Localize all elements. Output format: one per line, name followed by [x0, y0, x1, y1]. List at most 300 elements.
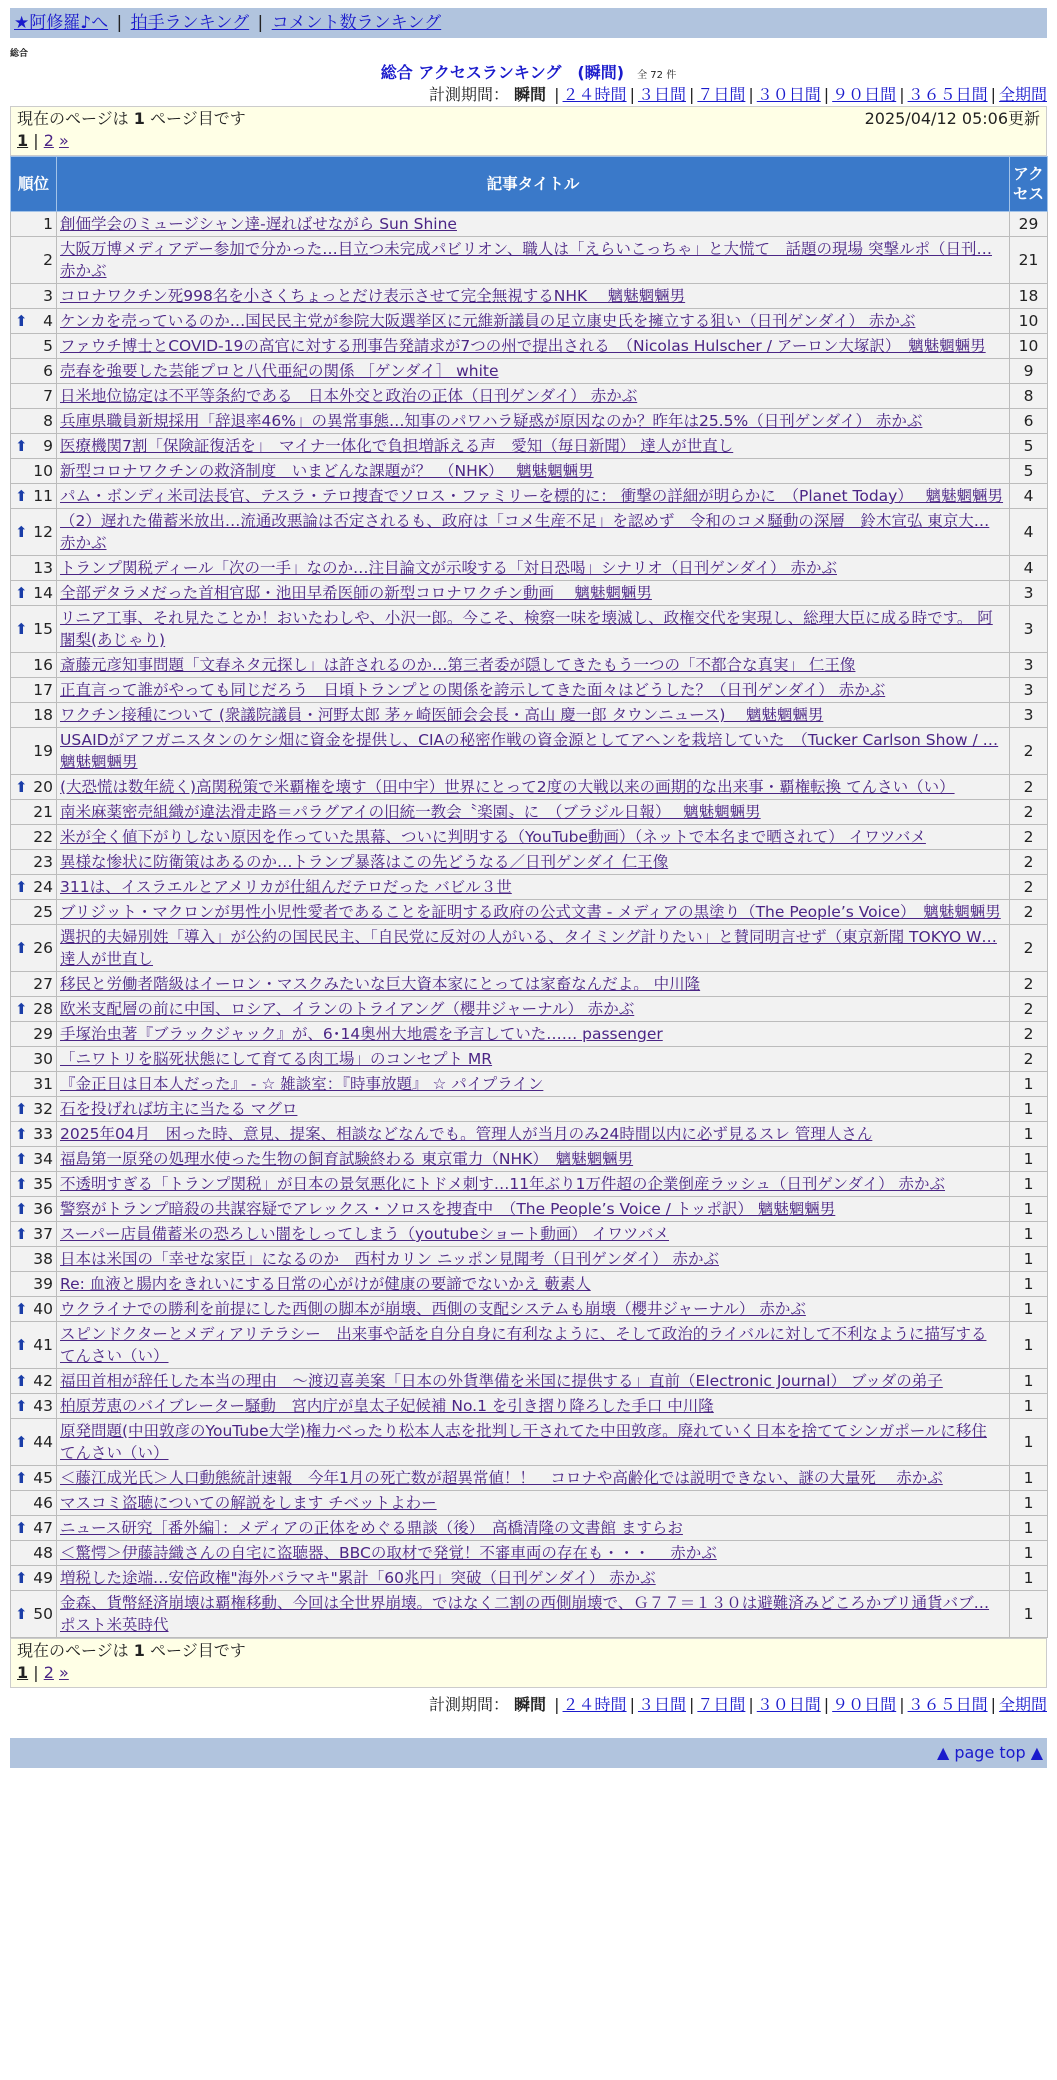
- rank-number: 16: [33, 656, 53, 674]
- access-count: 1: [1010, 1122, 1048, 1147]
- rank-cell: [11, 1122, 57, 1147]
- column-access: アクセス: [1010, 157, 1048, 212]
- pager: [17, 130, 1040, 152]
- table-row: [11, 284, 1048, 309]
- period-link-6[interactable]: 全期間: [998, 85, 1047, 104]
- title-cell: [57, 678, 1010, 703]
- separator: |: [823, 85, 830, 104]
- rank-number: 30: [33, 1050, 53, 1068]
- article-link[interactable]: 創価学会のミュージシャン達‐遅ればせながら Sun Shine: [60, 215, 457, 233]
- rank-cell: [11, 678, 57, 703]
- title-cell: [57, 1466, 1010, 1491]
- article-link[interactable]: 新型コロナワクチンの救済制度 いまどんな課題が？ （NHK） 魑魅魍魎男: [60, 462, 594, 480]
- rank-number: 7: [43, 387, 53, 405]
- page-status-box: [10, 106, 1047, 156]
- rank-number: 20: [33, 778, 53, 796]
- table-row: [11, 972, 1048, 997]
- arrow-up-icon: ⬆: [15, 584, 28, 602]
- rank-cell: [11, 825, 57, 850]
- title-cell: [57, 972, 1010, 997]
- article-link[interactable]: (大恐慌は数年続く)高関税策で米覇権を壊す（田中宇）世界にとって2度の大戦以来の画期的な出来事・覇権転換 てんさい（い）: [60, 778, 955, 796]
- title-cell: [57, 334, 1010, 359]
- arrow-up-icon: ⬆: [15, 939, 28, 957]
- column-rank: 順位: [11, 157, 57, 212]
- period-link-3[interactable]: ３０日間: [756, 1695, 821, 1714]
- rank-number: 32: [33, 1100, 53, 1118]
- period-items: [551, 1695, 1047, 1714]
- access-count: 1: [1010, 1247, 1048, 1272]
- total-count: 全 72 件: [637, 70, 677, 81]
- access-count: 3: [1010, 653, 1048, 678]
- article-link[interactable]: ファウチ博士とCOVID-19の高官に対する刑事告発請求が7つの州で提出される （Nicolas Hulscher / アーロン大塚訳） 魑魅魍魎男: [60, 337, 986, 355]
- rank-number: 13: [33, 559, 53, 577]
- article-link[interactable]: 不透明すぎる「トランプ関税」が日本の景気悪化にトドメ刺す…11年ぶり1万件超の企業倒産ラッシュ（日刊ゲンダイ） 赤かぶ: [60, 1175, 946, 1193]
- title-cell: [57, 409, 1010, 434]
- table-row: [11, 1297, 1048, 1322]
- separator: |: [990, 1695, 996, 1714]
- title-cell: [57, 1394, 1010, 1419]
- title-cell: [57, 1419, 1010, 1466]
- pager-page-2[interactable]: 2: [43, 1663, 54, 1682]
- rank-number: 19: [33, 742, 53, 760]
- table-row: [11, 484, 1048, 509]
- article-link[interactable]: ニュース研究［番外編］：メディアの正体をめぐる鼎談（後） 高橋清隆の文書館 ますらお: [60, 1519, 683, 1537]
- access-count: 1: [1010, 1516, 1048, 1541]
- title-cell: [57, 925, 1010, 972]
- title-cell: [57, 509, 1010, 556]
- arrow-up-icon: ⬆: [15, 487, 28, 505]
- table-row: [11, 581, 1048, 606]
- article-link[interactable]: （2）遅れた備蓄米放出…流通改悪論は否定されるも、政府は「コメ生産不足」を認めず 令和のコメ騒動の深層 鈴木宣弘 東京大… 赤かぶ: [60, 512, 990, 552]
- period-label: 計測期間：: [428, 1695, 509, 1714]
- page-status-box-bottom: [10, 1638, 1047, 1688]
- page-suffix: ページ目です: [144, 1641, 246, 1660]
- article-link[interactable]: 2025年04月 困った時、意見、提案、相談などなんでも。管理人が当月のみ24時間以内に必ず見るスレ 管理人さん: [60, 1125, 873, 1143]
- article-link[interactable]: 正直言って誰がやっても同じだろう 日頃トランプとの関係を誇示してきた面々はどうした？（日刊ゲンダイ） 赤かぶ: [60, 681, 886, 699]
- article-link[interactable]: パム・ボンディ米司法長官、テスラ・テロ捜査でソロス・ファミリーを標的に： 衝撃の詳細が明らかに （Planet Today） 魑魅魍魎男: [60, 487, 1004, 505]
- rank-number: 40: [33, 1300, 53, 1318]
- access-count: 21: [1010, 237, 1048, 284]
- rank-number: 42: [33, 1372, 53, 1390]
- separator: |: [748, 85, 754, 104]
- period-link-5[interactable]: ３６５日間: [907, 85, 988, 104]
- period-link-1[interactable]: ３日間: [637, 85, 686, 104]
- rank-number: 38: [33, 1250, 53, 1268]
- period-current: 瞬間: [514, 85, 547, 104]
- access-count: 1: [1010, 1072, 1048, 1097]
- table-row: [11, 384, 1048, 409]
- table-row: [11, 900, 1048, 925]
- rank-number: 37: [33, 1225, 53, 1243]
- arrow-up-icon: ⬆: [15, 1372, 28, 1390]
- rank-cell: [11, 1022, 57, 1047]
- title-cell: [57, 284, 1010, 309]
- rank-cell: [11, 850, 57, 875]
- article-link[interactable]: 『金正日は日本人だった』 - ☆ 雑談室：『時事放題』 ☆ パイプライン: [60, 1075, 544, 1093]
- separator: |: [688, 1695, 695, 1714]
- article-link[interactable]: ＜驚愕＞伊藤詩織さんの自宅に盗聴器、BBCの取材で発覚！不審車両の存在も・・・ 赤かぶ: [60, 1544, 717, 1562]
- article-link[interactable]: 大阪万博メディアデー参加で分かった…目立つ未完成パビリオン、職人は「えらいこっちゃ」と大慌て 話題の現場 突撃ルポ（日刊… 赤かぶ: [60, 240, 992, 280]
- article-link[interactable]: 増税した途端…安倍政権"海外バラマキ"累計「60兆円」突破（日刊ゲンダイ） 赤かぶ: [60, 1569, 656, 1587]
- article-link[interactable]: 311は、イスラエルとアメリカが仕組んだテロだった バビル３世: [60, 878, 512, 896]
- table-row: [11, 1541, 1048, 1566]
- rank-cell: [11, 1097, 57, 1122]
- rank-cell: [11, 1147, 57, 1172]
- table-row: [11, 459, 1048, 484]
- period-selector: [10, 84, 1047, 106]
- rank-cell: [11, 972, 57, 997]
- access-count: 1: [1010, 1322, 1048, 1369]
- period-link-0[interactable]: ２４時間: [562, 85, 627, 104]
- table-row: [11, 1147, 1048, 1172]
- rank-number: 14: [33, 584, 53, 602]
- separator: |: [554, 85, 560, 104]
- table-row: [11, 925, 1048, 972]
- article-link[interactable]: 斎藤元彦知事問題「文春ネタ元探し」は許されるのか…第三者委が隠してきたもう一つの「不都合な真実」 仁王像: [60, 656, 856, 674]
- period-link-3[interactable]: ３０日間: [756, 85, 821, 104]
- separator: |: [990, 85, 996, 104]
- access-count: 1: [1010, 1541, 1048, 1566]
- article-link[interactable]: 福田首相が辞任した本当の理由 ～渡辺喜美案「日本の外貨準備を米国に提供する」直前（Electronic Journal） ブッダの弟子: [60, 1372, 943, 1390]
- title-cell: [57, 434, 1010, 459]
- rank-cell: [11, 384, 57, 409]
- rank-number: 31: [33, 1075, 53, 1093]
- title-cell: [57, 359, 1010, 384]
- title-cell: [57, 1566, 1010, 1591]
- article-link[interactable]: ブリジット・マクロンが男性小児性愛者であることを証明する政府の公式文書 - メディアの黒塗り（The People’s Voice） 魑魅魍魎男: [60, 903, 1001, 921]
- rank-number: 27: [33, 975, 53, 993]
- access-count: 3: [1010, 678, 1048, 703]
- rank-cell: [11, 1491, 57, 1516]
- rank-number: 21: [33, 803, 53, 821]
- article-link[interactable]: ウクライナでの勝利を前提にした西側の脚本が崩壊、西側の支配システムも崩壊（櫻井ジャーナル） 赤かぶ: [60, 1300, 806, 1318]
- arrow-up-icon: ⬆: [15, 620, 28, 638]
- article-link[interactable]: 全部デタラメだった首相官邸・池田早希医師の新型コロナワクチン動画 魑魅魍魎男: [60, 584, 652, 602]
- table-row: [11, 434, 1048, 459]
- access-count: 2: [1010, 925, 1048, 972]
- article-link[interactable]: 医療機関7割「保険証復活を」 マイナ一体化で負担増訴える声 愛知（毎日新聞） 達人が世直し: [60, 437, 734, 455]
- table-row: [11, 1491, 1048, 1516]
- rank-number: 45: [33, 1469, 53, 1487]
- article-link[interactable]: USAIDがアフガニスタンのケシ畑に資金を提供し、CIAの秘密作戦の資金源としてアヘンを栽培していた （Tucker Carlson Show / … 魑魅魍魎男: [60, 731, 999, 771]
- table-row: [11, 1419, 1048, 1466]
- access-count: 2: [1010, 972, 1048, 997]
- table-row: [11, 359, 1048, 384]
- title-cell: [57, 581, 1010, 606]
- pager-separator: |: [33, 1663, 39, 1682]
- access-count: 2: [1010, 1022, 1048, 1047]
- table-row: [11, 1566, 1048, 1591]
- title-cell: [57, 1022, 1010, 1047]
- separator: |: [688, 85, 695, 104]
- rank-number: 35: [33, 1175, 53, 1193]
- article-link[interactable]: 石を投げれば坊主に当たる マグロ: [60, 1100, 298, 1118]
- rank-cell: [11, 284, 57, 309]
- rank-number: 17: [33, 681, 53, 699]
- rank-cell: [11, 581, 57, 606]
- access-count: 1: [1010, 1466, 1048, 1491]
- access-count: 2: [1010, 875, 1048, 900]
- access-count: 4: [1010, 484, 1048, 509]
- rank-number: 41: [33, 1336, 53, 1354]
- article-link[interactable]: ケンカを売っているのか…国民民主党が参院大阪選挙区に元維新議員の足立康史氏を擁立する狙い（日刊ゲンダイ） 赤かぶ: [60, 312, 916, 330]
- article-link[interactable]: 金森、貨幣経済崩壊は覇権移動、今回は全世界崩壊。ではなく二割の西側崩壊で、Ｇ７７＝１３０は避難済みどころかブリ通貨バブ… ポスト米英時代: [60, 1594, 990, 1634]
- table-row: [11, 800, 1048, 825]
- period-items: [551, 85, 1047, 104]
- access-count: 1: [1010, 1369, 1048, 1394]
- rank-cell: [11, 875, 57, 900]
- rank-number: 46: [33, 1494, 53, 1512]
- rank-number: 33: [33, 1125, 53, 1143]
- rank-cell: [11, 1272, 57, 1297]
- access-count: 2: [1010, 997, 1048, 1022]
- rank-number: 36: [33, 1200, 53, 1218]
- access-count: 2: [1010, 800, 1048, 825]
- rank-cell: [11, 775, 57, 800]
- article-link[interactable]: 米が全く値下がりしない原因を作っていた黒幕、ついに判明する（YouTube動画）（ネットで本名まで晒されて） イワツバメ: [60, 828, 926, 846]
- article-link[interactable]: 原発問題(中田敦彦のYouTube大学)権力べったり松本人志を批判し干されてた中田敦彦。廃れていく日本を捨ててシンガポールに移住 てんさい（い）: [60, 1422, 987, 1462]
- rank-cell: [11, 1322, 57, 1369]
- access-count: 1: [1010, 1419, 1048, 1466]
- title-cell: [57, 1047, 1010, 1072]
- rank-cell: [11, 237, 57, 284]
- rank-number: 29: [33, 1025, 53, 1043]
- table-row: [11, 1369, 1048, 1394]
- separator: |: [116, 13, 123, 33]
- article-link[interactable]: 日米地位協定は不平等条約である 日本外交と政治の正体（日刊ゲンダイ） 赤かぶ: [60, 387, 638, 405]
- title-cell: [57, 1541, 1010, 1566]
- comment-ranking-link[interactable]: コメント数ランキング: [271, 13, 442, 33]
- updated-time: 2025/04/12 05:06更新: [864, 109, 1040, 128]
- access-count: 1: [1010, 1097, 1048, 1122]
- article-link[interactable]: 柏原芳恵のバイブレーター騒動 宮内庁が皇太子妃候補 No.1 を引き摺り降ろした手口 中川隆: [60, 1397, 714, 1415]
- title-cell: [57, 1297, 1010, 1322]
- rank-number: 49: [33, 1569, 53, 1587]
- arrow-up-icon: ⬆: [15, 437, 28, 455]
- article-link[interactable]: ワクチン接種について (衆議院議員・河野太郎 茅ヶ崎医師会会長・高山 慶一郎 タウンニュース) 魑魅魍魎男: [60, 706, 824, 724]
- title-cell: [57, 1591, 1010, 1638]
- arrow-up-icon: ⬆: [15, 1150, 28, 1168]
- table-row: [11, 509, 1048, 556]
- period-link-6[interactable]: 全期間: [998, 1695, 1047, 1714]
- article-link[interactable]: 警察がトランプ暗殺の共謀容疑でアレックス・ソロスを捜査中 （The People’s Voice / トッポ訳） 魑魅魍魎男: [60, 1200, 836, 1218]
- rank-cell: [11, 1072, 57, 1097]
- access-count: 1: [1010, 1566, 1048, 1591]
- page-number: 1: [133, 1641, 145, 1660]
- period-link-2[interactable]: ７日間: [697, 85, 746, 104]
- article-link[interactable]: コロナワクチン死998名を小さくちょっとだけ表示させて完全無視するNHK 魑魅魍魎男: [60, 287, 686, 305]
- pager-bottom: [17, 1662, 1040, 1684]
- rank-number: 25: [33, 903, 53, 921]
- rank-cell: [11, 409, 57, 434]
- article-link[interactable]: マスコミ盗聴についての解説をします チベットよわー: [60, 1494, 437, 1512]
- title-cell: [57, 384, 1010, 409]
- separator: |: [899, 1695, 905, 1714]
- title-cell: [57, 775, 1010, 800]
- rank-cell: [11, 1394, 57, 1419]
- pager-page-2[interactable]: 2: [43, 131, 54, 150]
- arrow-up-icon: ⬆: [15, 1225, 28, 1243]
- separator: |: [899, 85, 905, 104]
- arrow-up-icon: ⬆: [15, 523, 28, 541]
- rank-number: 50: [33, 1605, 53, 1623]
- article-link[interactable]: リニア工事、それ見たことか！おいたわしや、小沢一郎。今こそ、検察一味を壊滅し、政権交代を実現し、総理大臣に成る時です。 阿闍梨(あじゃり): [60, 609, 993, 649]
- rank-cell: [11, 1172, 57, 1197]
- article-link[interactable]: 売春を強要した芸能プロと八代亜紀の関係 ［ゲンダイ］ white: [60, 362, 499, 380]
- title-cell: [57, 606, 1010, 653]
- table-row: [11, 850, 1048, 875]
- article-link[interactable]: 手塚治虫著『ブラックジャック』が、6･14奥州大地震を予言していた…… passenger: [60, 1025, 663, 1043]
- article-link[interactable]: 欧米支配層の前に中国、ロシア、イランのトライアング（櫻井ジャーナル） 赤かぶ: [60, 1000, 635, 1018]
- article-link[interactable]: 兵庫県職員新規採用「辞退率46%」の異常事態…知事のパワハラ疑惑が原因なのか？昨年は25.5%（日刊ゲンダイ） 赤かぶ: [60, 412, 923, 430]
- period-selector-bottom: [10, 1694, 1047, 1716]
- article-link[interactable]: 選択的夫婦別姓「導入」が公約の国民民主、「自民党に反対の人がいる、タイミング計りたい」と賛同明言せず（東京新聞 TOKYO W… 達人が世直し: [60, 928, 997, 968]
- footer-bar: [10, 1738, 1047, 1768]
- table-row: [11, 1172, 1048, 1197]
- period-link-4[interactable]: ９０日間: [832, 85, 897, 104]
- separator: |: [629, 1695, 635, 1714]
- article-link[interactable]: 福島第一原発の処理水使った生物の飼育試験終わる 東京電力（NHK） 魑魅魍魎男: [60, 1150, 634, 1168]
- rank-cell: [11, 900, 57, 925]
- table-row: [11, 1097, 1048, 1122]
- rank-number: 48: [33, 1544, 53, 1562]
- arrow-up-icon: ⬆: [15, 1300, 28, 1318]
- table-row: [11, 775, 1048, 800]
- page-prefix: 現在のページは: [17, 109, 134, 128]
- access-count: 3: [1010, 581, 1048, 606]
- table-row: [11, 1222, 1048, 1247]
- rank-cell: [11, 1541, 57, 1566]
- access-count: 2: [1010, 900, 1048, 925]
- article-link[interactable]: ＜藤江成光氏＞人口動態統計速報 今年1月の死亡数が超異常値！！ コロナや高齢化では説明できない、謎の大量死 赤かぶ: [60, 1469, 943, 1487]
- access-count: 4: [1010, 509, 1048, 556]
- arrow-up-icon: ⬆: [15, 778, 28, 796]
- title-cell: [57, 800, 1010, 825]
- period-link-2[interactable]: ７日間: [697, 1695, 746, 1714]
- title-cell: [57, 850, 1010, 875]
- article-link[interactable]: 移民と労働者階級はイーロン・マスクみたいな巨大資本家にとっては家畜なんだよ。 中川隆: [60, 975, 701, 993]
- rank-cell: [11, 1419, 57, 1466]
- rank-cell: [11, 459, 57, 484]
- ranking-heading: [10, 62, 1047, 84]
- access-count: 2: [1010, 1047, 1048, 1072]
- title-cell: [57, 1247, 1010, 1272]
- rank-cell: [11, 1369, 57, 1394]
- ranking-table: [10, 156, 1048, 1638]
- clap-ranking-link[interactable]: 拍手ランキング: [130, 13, 250, 33]
- rank-cell: [11, 1466, 57, 1491]
- page-wrapper: [10, 0, 1047, 1768]
- title-cell: [57, 1272, 1010, 1297]
- period-link-1[interactable]: ３日間: [637, 1695, 686, 1714]
- rank-cell: [11, 1516, 57, 1541]
- rank-number: 43: [33, 1397, 53, 1415]
- rank-number: 9: [43, 437, 53, 455]
- column-title: 記事タイトル: [57, 157, 1010, 212]
- rank-cell: [11, 1566, 57, 1591]
- table-row: [11, 1047, 1048, 1072]
- article-link[interactable]: スーパー店員備蓄米の恐ろしい闇をしってしまう（youtubeショート動画） イワツバメ: [60, 1225, 670, 1243]
- separator: |: [554, 1695, 560, 1714]
- table-header-row: [11, 157, 1048, 212]
- pager-next[interactable]: »: [59, 1663, 69, 1682]
- table-row: [11, 678, 1048, 703]
- table-row: [11, 606, 1048, 653]
- page-suffix: ページ目です: [144, 109, 246, 128]
- title-cell: [57, 900, 1010, 925]
- access-count: 2: [1010, 775, 1048, 800]
- period-link-4[interactable]: ９０日間: [832, 1695, 897, 1714]
- article-link[interactable]: 異様な惨状に防衛策はあるのか…トランプ暴落はこの先どうなる／日刊ゲンダイ 仁王像: [60, 853, 669, 871]
- rank-cell: [11, 434, 57, 459]
- arrow-up-icon: ⬆: [15, 1397, 28, 1415]
- table-row: [11, 728, 1048, 775]
- table-row: [11, 1516, 1048, 1541]
- article-link[interactable]: Re: 血液と腸内をきれいにする日常の心がけが健康の要諦でないかえ 藪素人: [60, 1275, 591, 1293]
- article-link[interactable]: トランプ関税ディール「次の一手」なのか…注目論文が示唆する「対日恐喝」シナリオ（日刊ゲンダイ） 赤かぶ: [60, 559, 837, 577]
- title-cell: [57, 825, 1010, 850]
- access-count: 4: [1010, 556, 1048, 581]
- article-link[interactable]: スピンドクターとメディアリテラシー 出来事や話を自分自身に有利なように、そして政治的ライバルに対して不利なように描写する てんさい（い）: [60, 1325, 987, 1365]
- rank-cell: [11, 309, 57, 334]
- rank-number: 47: [33, 1519, 53, 1537]
- access-count: 6: [1010, 409, 1048, 434]
- arrow-up-icon: ⬆: [15, 312, 28, 330]
- access-count: 2: [1010, 850, 1048, 875]
- arrow-up-icon: ⬆: [15, 1000, 28, 1018]
- rank-cell: [11, 800, 57, 825]
- rank-cell: [11, 653, 57, 678]
- separator: |: [748, 1695, 754, 1714]
- page-top-link[interactable]: ▲ page top ▲: [936, 1743, 1043, 1762]
- period-link-5[interactable]: ３６５日間: [907, 1695, 988, 1714]
- rank-cell: [11, 484, 57, 509]
- rank-cell: [11, 728, 57, 775]
- article-link[interactable]: 南米麻薬密売組織が違法滑走路＝パラグアイの旧統一教会〝楽園〟に （ブラジル日報） 魑魅魍魎男: [60, 803, 761, 821]
- table-row: [11, 1322, 1048, 1369]
- title-cell: [57, 1369, 1010, 1394]
- arrow-up-icon: ⬆: [15, 1336, 28, 1354]
- arrow-up-icon: ⬆: [15, 1125, 28, 1143]
- title-cell: [57, 1322, 1010, 1369]
- rank-number: 8: [43, 412, 53, 430]
- access-count: 1: [1010, 1147, 1048, 1172]
- title-cell: [57, 728, 1010, 775]
- table-row: [11, 1247, 1048, 1272]
- title-cell: [57, 1147, 1010, 1172]
- period-link-0[interactable]: ２４時間: [562, 1695, 627, 1714]
- pager-current: 1: [17, 1663, 29, 1682]
- rank-number: 2: [43, 251, 53, 269]
- rank-cell: [11, 1247, 57, 1272]
- article-link[interactable]: 「ニワトリを脳死状態にして育てる肉工場」のコンセプト MR: [60, 1050, 493, 1068]
- title-cell: [57, 212, 1010, 237]
- rank-cell: [11, 1591, 57, 1638]
- home-link[interactable]: ★阿修羅♪へ: [14, 13, 109, 33]
- pager-next[interactable]: »: [59, 131, 69, 150]
- article-link[interactable]: 日本は米国の「幸せな家臣」になるのか 西村カリン ニッポン見聞考（日刊ゲンダイ） 赤かぶ: [60, 1250, 719, 1268]
- rank-number: 4: [43, 312, 53, 330]
- page-status: [17, 108, 1040, 130]
- title-cell: [57, 875, 1010, 900]
- title-cell: [57, 484, 1010, 509]
- title-cell: [57, 1222, 1010, 1247]
- page-number: 1: [133, 109, 145, 128]
- rank-number: 12: [33, 523, 53, 541]
- table-row: [11, 653, 1048, 678]
- arrow-up-icon: ⬆: [15, 1469, 28, 1487]
- access-count: 10: [1010, 309, 1048, 334]
